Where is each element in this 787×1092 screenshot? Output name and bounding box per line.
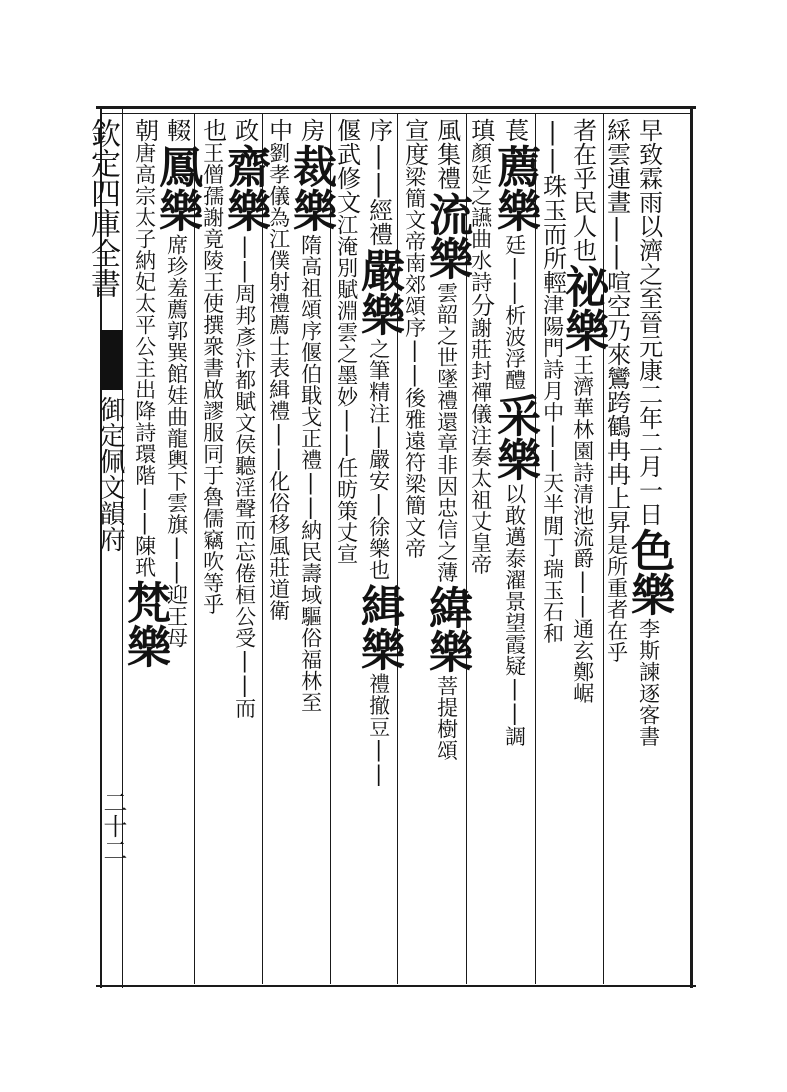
annotation-text: 廷||析波浮醴	[502, 234, 527, 391]
text-column-16	[119, 118, 171, 980]
page-number: 二十二	[99, 790, 127, 862]
text-column-7	[421, 118, 473, 980]
annotation-text: 宣度	[400, 118, 429, 166]
annotation-text: 瑱	[466, 118, 495, 142]
text-column-3	[557, 118, 609, 980]
text-column-15	[151, 118, 203, 980]
annotation-text: 政	[230, 118, 259, 142]
top-border	[96, 106, 696, 109]
entry-heading: 梵樂	[119, 580, 171, 668]
annotation-text: 唐高宗太子納妃太平公主出降詩環階||陳玳	[132, 142, 157, 578]
annotation-text: 席珍羞薦郭巽館娃曲龍輿下雲旗||迎王母	[164, 234, 189, 649]
text-column-4	[536, 118, 568, 980]
annotation-text: 任昉策丈宣	[334, 456, 359, 564]
annotation-text: 早致霖雨以濟之至晉元康二年二月一日	[634, 118, 663, 526]
annotation-text: 也	[198, 118, 227, 142]
entry-heading: 薦樂	[489, 144, 541, 232]
annotation-text: 梁簡文帝	[402, 473, 427, 559]
entry-heading: 緯樂	[421, 585, 473, 673]
annotation-text: 中	[264, 118, 293, 142]
text-column-13	[219, 118, 271, 980]
right-border	[690, 108, 693, 988]
text-column-2	[600, 118, 632, 980]
annotation-text: 江淹別賦淵雲之墨妙||	[334, 214, 359, 457]
annotation-text: 津陽門詩月中||天半閒丁瑞玉石和	[540, 294, 565, 644]
annotation-text: 朝	[130, 118, 159, 142]
annotation-text: 風集禮	[432, 118, 461, 190]
annotation-text: 綵雲連晝||喧空乃來鸞跨鶴冉冉上昇	[602, 118, 631, 534]
entry-heading: 流樂	[421, 192, 473, 280]
entry-heading: 緝樂	[353, 582, 405, 671]
entry-heading: 色樂	[623, 528, 675, 616]
annotation-text: 顏延之讌曲水詩	[468, 142, 493, 293]
text-column-5	[489, 118, 541, 980]
annotation-text: 分	[466, 292, 495, 317]
text-column-14	[196, 118, 228, 980]
annotation-text: 房	[296, 118, 325, 142]
book-title: 欽定四庫全書	[85, 118, 120, 298]
annotation-text: 王僧孺謝竟陵王使撰衆書啟謬服同于魯儒竊吹等乎	[200, 142, 225, 615]
annotation-text: 謝莊封禪儀注奏太祖丈皇帝	[468, 316, 493, 575]
annotation-text: 梁簡文帝南郊頌序||後雅遠符	[402, 166, 427, 473]
entry-heading: 齋樂	[219, 144, 271, 232]
annotation-text: 萇	[500, 118, 529, 142]
entry-heading: 鳳樂	[151, 144, 203, 232]
annotation-text: 李斯諫逐客書	[636, 618, 661, 747]
column-divider	[194, 114, 195, 984]
annotation-text: 序||經禮	[364, 118, 393, 246]
annotation-text: 劉孝儀為江僕射禮薦士表緝禮||化俗移風莊道衛	[266, 142, 291, 621]
annotation-text: 之筆精注|嚴安|徐樂也	[366, 338, 391, 581]
book-subtitle: 御定佩文韻府	[95, 396, 125, 552]
annotation-text: 是所重者在乎	[604, 534, 629, 663]
annotation-text: 者在乎民人也	[568, 118, 597, 262]
annotation-text: ||珠玉而所輕	[538, 118, 567, 294]
annotation-text: 禮撤豆||	[366, 672, 391, 786]
text-column-9	[353, 118, 405, 980]
entry-heading: 裁樂	[285, 144, 337, 232]
bottom-border	[96, 985, 696, 987]
annotation-text: 王濟華林園詩清池流爵||通玄鄭崌	[570, 354, 595, 704]
annotation-text: 以敢邁泰濯景望霞疑||調	[502, 482, 527, 747]
entry-heading: 采樂	[489, 392, 541, 481]
annotation-text: ||周邦彥汴都賦文侯聽淫聲而忘倦桓公受||而	[232, 234, 257, 719]
annotation-text: 菩提樹頌	[434, 675, 459, 761]
margin-black-block	[100, 330, 122, 390]
entry-heading: 祕樂	[557, 264, 609, 352]
text-column-12	[262, 118, 294, 980]
annotation-text: 隋高祖頌序偃伯戢戈正禮||納民壽域驅俗福林至	[298, 234, 323, 713]
entry-heading: 嚴樂	[353, 248, 405, 336]
annotation-text: 輟	[162, 118, 191, 142]
annotation-text: 雲韶之世墜禮還章非因忠信之薄	[434, 282, 459, 583]
text-column-11	[285, 118, 337, 980]
text-column-1	[623, 118, 675, 980]
annotation-text: 偃武修文	[332, 118, 361, 214]
text-column-10	[330, 118, 362, 980]
